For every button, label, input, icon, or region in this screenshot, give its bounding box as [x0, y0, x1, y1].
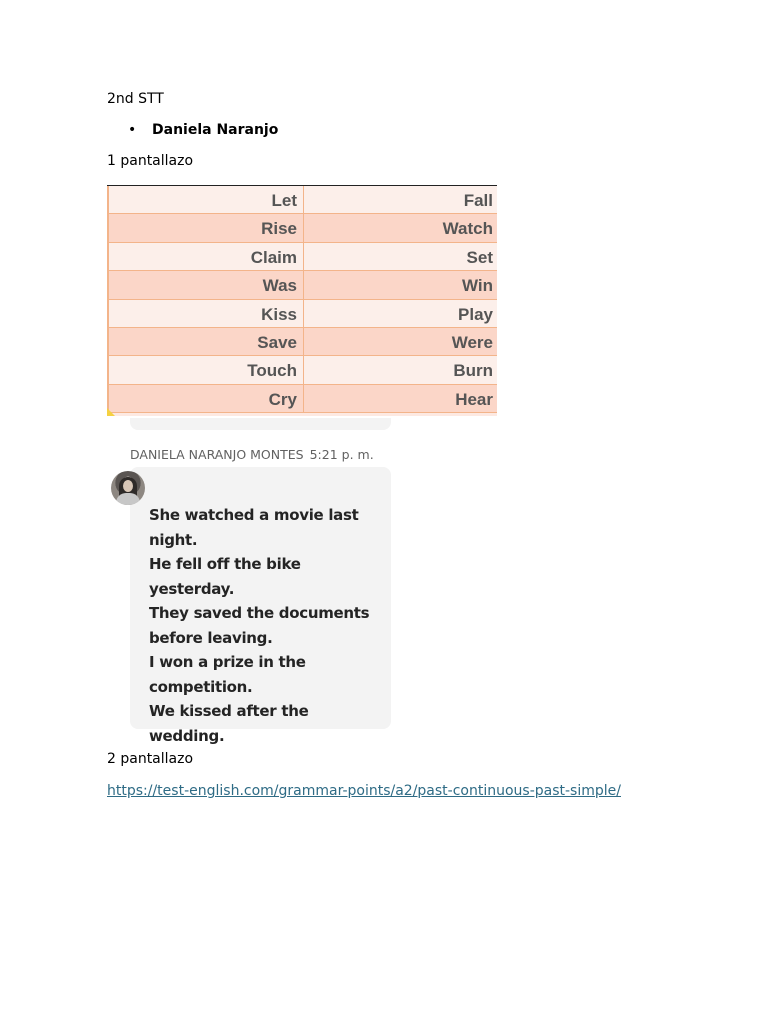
- bullet-icon: •: [128, 122, 137, 138]
- table-row: [107, 214, 497, 242]
- chat-message-bubble: [130, 467, 391, 745]
- table-cell: Was: [107, 271, 304, 298]
- table-cell: Touch: [107, 356, 304, 383]
- section-label-2: 2 pantallazo: [107, 751, 194, 767]
- previous-message-edge: [130, 418, 391, 430]
- avatar: [111, 471, 145, 505]
- message-line: before leaving.: [149, 628, 273, 647]
- document-heading: 2nd STT: [107, 91, 164, 107]
- table-cell: Set: [466, 247, 493, 267]
- table-cell: Cry: [107, 385, 304, 412]
- bullet-list-item: [128, 122, 278, 138]
- message-line: competition.: [149, 677, 253, 696]
- message-line: We kissed after the wedding.: [149, 702, 309, 745]
- message-line: I won a prize in the: [149, 653, 306, 671]
- verb-table-screenshot: [107, 185, 497, 416]
- table-row: [107, 300, 497, 328]
- message-line: He fell off the bike yesterday.: [149, 555, 301, 598]
- table-row: [107, 385, 497, 413]
- table-row: [107, 186, 497, 214]
- chat-timestamp: 5:21 p. m.: [309, 447, 374, 462]
- table-cell: Were: [451, 332, 493, 352]
- table-cell: Hear: [455, 389, 493, 409]
- message-line: night.: [149, 530, 198, 549]
- table-cell: Rise: [107, 214, 304, 241]
- chat-message-header: [130, 447, 374, 462]
- table-cell: Save: [107, 328, 304, 355]
- message-line: She watched a movie last: [149, 506, 359, 524]
- chat-author: DANIELA NARANJO MONTES: [130, 447, 304, 462]
- message-line: They saved the documents: [149, 604, 370, 622]
- student-name: Daniela Naranjo: [152, 122, 279, 138]
- table-row: [107, 243, 497, 271]
- table-cell: Burn: [453, 361, 493, 381]
- table-row: [107, 271, 497, 299]
- section-label-1: 1 pantallazo: [107, 153, 194, 169]
- table-cell: Claim: [107, 243, 304, 270]
- grammar-link[interactable]: https://test-english.com/grammar-points/a2/past-continuous-past-simple/: [107, 783, 621, 799]
- table-cell: Let: [107, 186, 304, 213]
- table-row: [107, 356, 497, 384]
- table-row: [107, 328, 497, 356]
- table-cell: Kiss: [107, 300, 304, 327]
- table-cell: Play: [458, 304, 493, 324]
- resize-corner-icon: [107, 408, 115, 416]
- table-cell: Watch: [442, 219, 493, 239]
- table-cell: Win: [461, 276, 493, 296]
- table-cell: Fall: [463, 191, 493, 210]
